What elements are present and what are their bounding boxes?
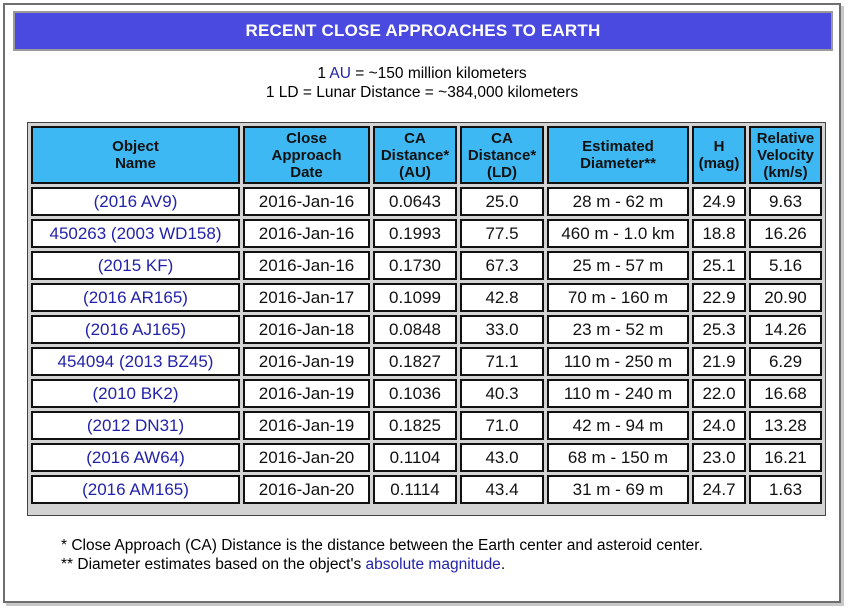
header-line: Date (290, 163, 323, 181)
approach-date-cell: 2016-Jan-19 (243, 379, 370, 408)
h-mag-cell: 24.7 (692, 475, 746, 504)
estimated-diameter-cell: 460 m - 1.0 km (547, 219, 689, 248)
relative-velocity-cell: 6.29 (749, 347, 822, 376)
au-suffix: = ~150 million kilometers (350, 65, 527, 82)
approach-date-cell: 2016-Jan-16 (243, 251, 370, 280)
approach-date-cell: 2016-Jan-19 (243, 411, 370, 440)
header-line: CA (404, 129, 426, 147)
header-line: Close (286, 129, 327, 147)
header-line: Object (112, 138, 159, 155)
ca-distance-ld-cell: 71.0 (460, 411, 544, 440)
unit-definitions (5, 64, 839, 102)
table-row (31, 283, 822, 312)
object-name-link[interactable]: 454094 (2013 BZ45) (31, 347, 240, 376)
h-mag-cell: 25.1 (692, 251, 746, 280)
main-panel (3, 3, 841, 603)
header-line: (LD) (487, 163, 517, 181)
ca-distance-au-cell: 0.0643 (373, 187, 457, 216)
absolute-magnitude-link[interactable]: absolute magnitude (365, 556, 501, 573)
object-name-link[interactable]: (2016 AR165) (31, 283, 240, 312)
ca-distance-au-cell: 0.0848 (373, 315, 457, 344)
approach-date-cell: 2016-Jan-17 (243, 283, 370, 312)
page-title: RECENT CLOSE APPROACHES TO EARTH (13, 11, 833, 51)
footnotes (61, 536, 821, 574)
header-line: Diameter** (580, 155, 656, 172)
ca-distance-au-cell: 0.1993 (373, 219, 457, 248)
header-line: Relative (756, 129, 815, 147)
h-mag-cell: 18.8 (692, 219, 746, 248)
header-line: Velocity (757, 146, 814, 164)
ca-distance-au-cell: 0.1099 (373, 283, 457, 312)
diameter-footnote (61, 555, 821, 574)
header-line: H (713, 138, 725, 155)
ca-distance-au-cell: 0.1104 (373, 443, 457, 472)
object-name-link[interactable]: 450263 (2003 WD158) (31, 219, 240, 248)
relative-velocity-cell: 14.26 (749, 315, 822, 344)
au-prefix: 1 (317, 65, 330, 82)
estimated-diameter-cell: 110 m - 240 m (547, 379, 689, 408)
table-row (31, 347, 822, 376)
header-line: Estimated (582, 138, 654, 155)
estimated-diameter-cell: 110 m - 250 m (547, 347, 689, 376)
table-body (31, 187, 822, 504)
ca-distance-au-cell: 0.1825 (373, 411, 457, 440)
h-mag-cell: 24.0 (692, 411, 746, 440)
estimated-diameter-cell: 23 m - 52 m (547, 315, 689, 344)
table-header-row (31, 126, 822, 184)
object-name-link[interactable]: (2016 AW64) (31, 443, 240, 472)
table-row (31, 251, 822, 280)
header-ca-distance-ld (460, 126, 544, 184)
diameter-footnote-prefix: ** Diameter estimates based on the object's (61, 556, 366, 573)
header-estimated-diameter (547, 126, 689, 184)
relative-velocity-cell: 1.63 (749, 475, 822, 504)
approach-date-cell: 2016-Jan-20 (243, 475, 370, 504)
ca-distance-ld-cell: 67.3 (460, 251, 544, 280)
estimated-diameter-cell: 68 m - 150 m (547, 443, 689, 472)
ld-definition: 1 LD = Lunar Distance = ~384,000 kilometers (265, 84, 579, 101)
header-line: Distance* (380, 146, 450, 164)
object-name-link[interactable]: (2016 AJ165) (31, 315, 240, 344)
ca-distance-au-cell: 0.1827 (373, 347, 457, 376)
ca-distance-ld-cell: 33.0 (460, 315, 544, 344)
au-definition (5, 64, 839, 83)
ca-distance-ld-cell: 25.0 (460, 187, 544, 216)
ca-distance-ld-cell: 42.8 (460, 283, 544, 312)
relative-velocity-cell: 13.28 (749, 411, 822, 440)
table-row (31, 187, 822, 216)
header-line: Distance* (467, 146, 537, 164)
object-name-link[interactable]: (2012 DN31) (31, 411, 240, 440)
h-mag-cell: 24.9 (692, 187, 746, 216)
header-line: (AU) (399, 163, 431, 181)
relative-velocity-cell: 20.90 (749, 283, 822, 312)
header-line: Approach (271, 146, 342, 164)
ca-distance-au-cell: 0.1730 (373, 251, 457, 280)
ca-distance-ld-cell: 43.4 (460, 475, 544, 504)
h-mag-cell: 21.9 (692, 347, 746, 376)
header-ca-distance-au (373, 126, 457, 184)
approach-date-cell: 2016-Jan-16 (243, 219, 370, 248)
estimated-diameter-cell: 70 m - 160 m (547, 283, 689, 312)
relative-velocity-cell: 16.21 (749, 443, 822, 472)
relative-velocity-cell: 16.68 (749, 379, 822, 408)
table-row (31, 379, 822, 408)
estimated-diameter-cell: 25 m - 57 m (547, 251, 689, 280)
relative-velocity-cell: 5.16 (749, 251, 822, 280)
estimated-diameter-cell: 42 m - 94 m (547, 411, 689, 440)
estimated-diameter-cell: 28 m - 62 m (547, 187, 689, 216)
estimated-diameter-cell: 31 m - 69 m (547, 475, 689, 504)
ca-distance-au-cell: 0.1114 (373, 475, 457, 504)
object-name-link[interactable]: (2015 KF) (31, 251, 240, 280)
approaches-table (28, 123, 825, 507)
header-h-mag (692, 126, 746, 184)
ca-distance-ld-cell: 71.1 (460, 347, 544, 376)
table-row (31, 443, 822, 472)
table-row (31, 475, 822, 504)
header-line: Name (115, 155, 156, 172)
approach-date-cell: 2016-Jan-19 (243, 347, 370, 376)
diameter-footnote-suffix: . (500, 556, 506, 573)
approaches-table-wrapper (27, 122, 826, 516)
h-mag-cell: 23.0 (692, 443, 746, 472)
table-row (31, 411, 822, 440)
approach-date-cell: 2016-Jan-18 (243, 315, 370, 344)
approach-date-cell: 2016-Jan-16 (243, 187, 370, 216)
ca-distance-ld-cell: 40.3 (460, 379, 544, 408)
header-relative-velocity (749, 126, 822, 184)
ca-distance-ld-cell: 77.5 (460, 219, 544, 248)
relative-velocity-cell: 9.63 (749, 187, 822, 216)
relative-velocity-cell: 16.26 (749, 219, 822, 248)
object-name-link[interactable]: (2016 AM165) (31, 475, 240, 504)
ca-footnote: * Close Approach (CA) Distance is the distance between the Earth center and asteroid center. (61, 537, 703, 554)
ca-distance-au-cell: 0.1036 (373, 379, 457, 408)
approach-date-cell: 2016-Jan-20 (243, 443, 370, 472)
table-row (31, 219, 822, 248)
ca-distance-ld-cell: 43.0 (460, 443, 544, 472)
h-mag-cell: 22.9 (692, 283, 746, 312)
header-line: (mag) (698, 155, 740, 172)
h-mag-cell: 25.3 (692, 315, 746, 344)
au-link[interactable]: AU (329, 65, 351, 82)
object-name-link[interactable]: (2016 AV9) (31, 187, 240, 216)
table-row (31, 315, 822, 344)
header-approach-date (243, 126, 370, 184)
object-name-link[interactable]: (2010 BK2) (31, 379, 240, 408)
header-line: CA (491, 129, 513, 147)
header-line: (km/s) (763, 163, 808, 181)
h-mag-cell: 22.0 (692, 379, 746, 408)
header-object-name (31, 126, 240, 184)
